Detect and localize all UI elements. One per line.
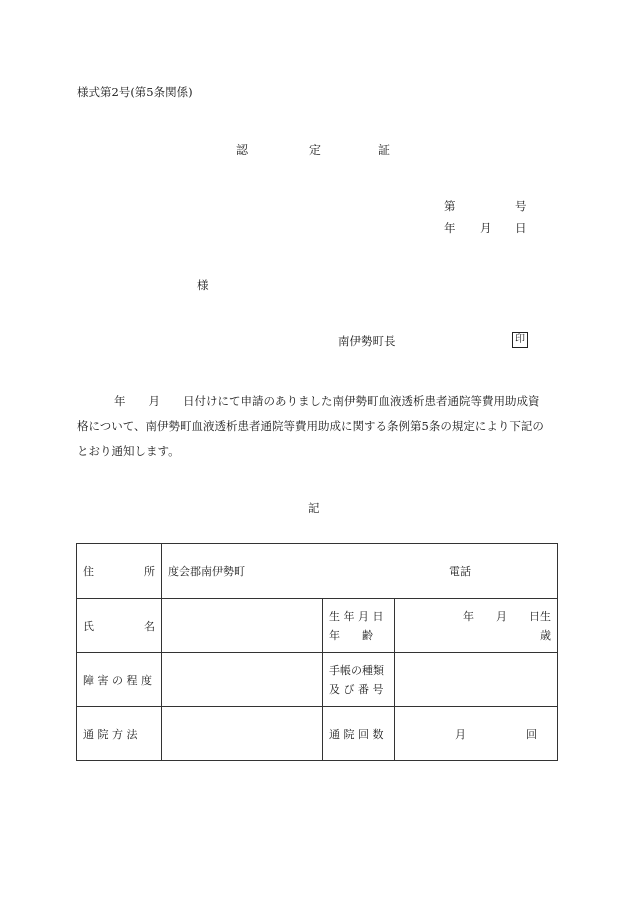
method-row bbox=[77, 707, 558, 761]
address-label-a: 住 bbox=[83, 565, 94, 578]
name-value-cell[interactable] bbox=[162, 599, 323, 653]
body-line-1: 年 月 日付けにて申請のありました南伊勢町血液透析患者通院等費用助成資 bbox=[114, 394, 540, 408]
booklet-label-1: 手帳の種類 bbox=[329, 663, 384, 677]
booklet-label-cell bbox=[323, 653, 395, 707]
method-label: 通 院 方 法 bbox=[77, 707, 162, 761]
address-value: 度会郡南伊勢町 bbox=[168, 565, 245, 578]
name-label-b: 名 bbox=[144, 619, 155, 633]
booklet-value-cell[interactable] bbox=[395, 653, 558, 707]
body-line-2: 格について、南伊勢町血液透析患者通院等費用助成に関する条例第5条の規定により下記の bbox=[77, 419, 544, 433]
age-value: 歳 bbox=[540, 628, 551, 642]
address-label-cell bbox=[77, 544, 162, 599]
address-label-b: 所 bbox=[144, 565, 155, 578]
issuer-name: 南伊勢町長 bbox=[338, 334, 396, 348]
date-day: 日 bbox=[515, 221, 527, 235]
certificate-table bbox=[76, 543, 558, 761]
date-year: 年 bbox=[444, 221, 456, 235]
name-label-a: 氏 bbox=[83, 619, 94, 633]
visits-label: 通 院 回 数 bbox=[323, 707, 395, 761]
body-line-3: とおり通知します。 bbox=[77, 444, 180, 458]
addressee-suffix: 様 bbox=[197, 278, 209, 292]
title-char-2: 定 bbox=[309, 143, 322, 157]
age-label: 年 齢 bbox=[329, 628, 373, 642]
visits-value-cell[interactable] bbox=[395, 707, 558, 761]
form-number: 様式第2号(第5条関係) bbox=[77, 85, 193, 99]
ki-heading: 記 bbox=[308, 501, 320, 515]
disability-value-cell[interactable] bbox=[162, 653, 323, 707]
method-value-cell[interactable] bbox=[162, 707, 323, 761]
visits-count: 回 bbox=[526, 727, 537, 741]
birth-age-value-cell[interactable] bbox=[395, 599, 558, 653]
seal-mark: 印 bbox=[512, 332, 528, 348]
birth-age-label-cell bbox=[323, 599, 395, 653]
name-row bbox=[77, 599, 558, 653]
birth-value: 年 月 日生 bbox=[463, 609, 551, 623]
disability-row bbox=[77, 653, 558, 707]
visits-month: 月 bbox=[455, 727, 466, 741]
name-label-cell bbox=[77, 599, 162, 653]
address-value-cell[interactable] bbox=[162, 544, 558, 599]
phone-label: 電話 bbox=[449, 565, 471, 578]
title-char-1: 認 bbox=[236, 143, 249, 157]
number-suffix: 号 bbox=[515, 199, 527, 213]
address-row bbox=[77, 544, 558, 599]
title-char-3: 証 bbox=[378, 143, 391, 157]
notice-body bbox=[77, 389, 555, 464]
birth-label: 生 年 月 日 bbox=[329, 609, 384, 623]
number-prefix: 第 bbox=[444, 199, 456, 213]
booklet-label-2: 及 び 番 号 bbox=[329, 682, 384, 696]
disability-label: 障 害 の 程 度 bbox=[77, 653, 162, 707]
date-month: 月 bbox=[480, 221, 492, 235]
